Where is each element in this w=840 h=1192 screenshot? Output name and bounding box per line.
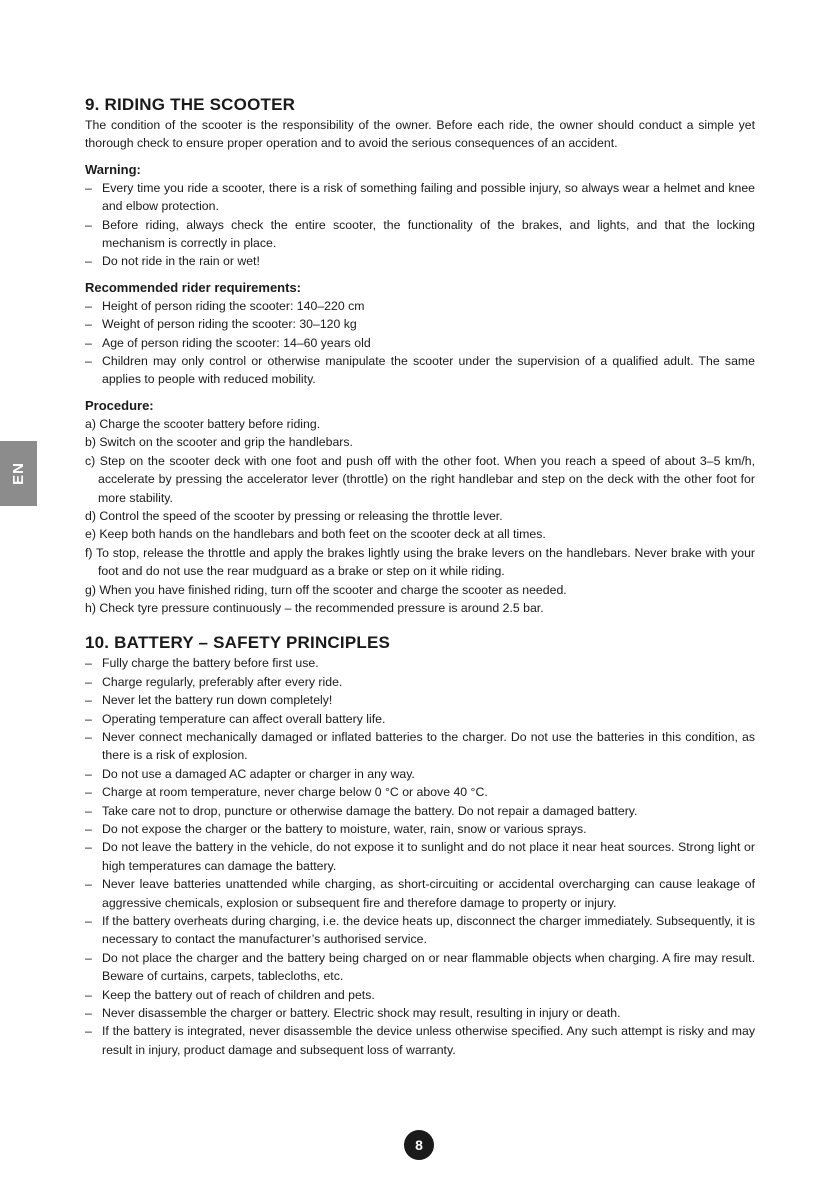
- dash-bullet: –: [85, 217, 92, 232]
- list-item: – Do not leave the battery in the vehicle, do not expose it to sunlight and do not place it near heat sources. Strong light or high temperatures can damage the battery.: [85, 840, 755, 873]
- procedure-list: [85, 415, 755, 617]
- list-item: – Never leave batteries unattended while charging, as short-circuiting or accidental overcharging can cause leakage of aggressive chemicals, explosion or subsequent fire and therefore damage to property or injury.: [85, 877, 755, 910]
- dash-bullet: –: [85, 180, 92, 195]
- list-item: f) To stop, release the throttle and apply the brakes lightly using the brake levers on the handlebars. Never brake with your foot and do not use the rear mudguard as a brake or step on it while riding.: [85, 545, 755, 579]
- dash-bullet: –: [85, 335, 92, 350]
- warning-list: [85, 179, 755, 271]
- list-item: – Do not place the charger and the battery being charged on or near flammable objects when charging. A fire may result. Beware of curtains, carpets, tablecloths, etc.: [85, 950, 755, 984]
- dash-bullet: –: [85, 1006, 92, 1021]
- list-item: – If the battery overheats during charging, i.e. the device heats up, disconnect the charger immediately. Subsequently, it is necessary to contact the manufacturer’s authorised service.: [85, 914, 755, 947]
- dash-bullet: –: [85, 803, 92, 818]
- language-tab-label: EN: [10, 462, 27, 485]
- dash-bullet: –: [85, 298, 92, 313]
- dash-bullet: –: [85, 656, 92, 671]
- dash-bullet: –: [85, 254, 92, 269]
- dash-bullet: –: [85, 914, 92, 929]
- list-item: – Children may only control or otherwise manipulate the scooter under the supervision of a qualified adult. The same applies to people with reduced mobility.: [85, 354, 755, 387]
- dash-bullet: –: [85, 1024, 92, 1039]
- page-number-badge: [404, 1130, 434, 1160]
- dash-bullet: –: [85, 354, 92, 369]
- list-item: – Charge regularly, preferably after every ride.: [85, 673, 755, 691]
- list-item: g) When you have finished riding, turn off the scooter and charge the scooter as needed.: [85, 582, 567, 597]
- section-9-intro: The condition of the scooter is the responsibility of the owner. Before each ride, the owner should conduct a simple yet thorough check to ensure proper operation and to avoid the serious consequences of an accident.: [85, 118, 755, 151]
- list-item: d) Control the speed of the scooter by pressing or releasing the throttle lever.: [85, 508, 503, 523]
- list-item: – Never disassemble the charger or battery. Electric shock may result, resulting in injury or death.: [85, 1004, 755, 1022]
- list-item: – Before riding, always check the entire scooter, the functionality of the brakes, and lights, and that the locking mechanism is correctly in place.: [85, 217, 755, 251]
- page-number: 8: [415, 1137, 423, 1153]
- list-item: – Height of person riding the scooter: 140–220 cm: [85, 297, 755, 315]
- dash-bullet: –: [85, 766, 92, 781]
- list-item: e) Keep both hands on the handlebars and both feet on the scooter deck at all times.: [85, 527, 546, 542]
- dash-bullet: –: [85, 840, 92, 855]
- list-item: – Charge at room temperature, never charge below 0 °C or above 40 °C.: [85, 783, 755, 801]
- section-9-title: 9. RIDING THE SCOOTER: [85, 95, 296, 114]
- dash-bullet: –: [85, 785, 92, 800]
- dash-bullet: –: [85, 711, 92, 726]
- list-item: – If the battery is integrated, never disassemble the device unless otherwise specified. Any such attempt is risky and may result in injury, product damage and subsequent loss of warranty.: [85, 1024, 755, 1057]
- list-item: – Never connect mechanically damaged or inflated batteries to the charger. Do not use the batteries in this condition, as there is a risk of explosion.: [85, 729, 755, 763]
- list-item: – Operating temperature can affect overall battery life.: [85, 710, 755, 728]
- list-item: – Every time you ride a scooter, there is a risk of something failing and possible injury, so always wear a helmet and knee and elbow protection.: [85, 180, 755, 214]
- dash-bullet: –: [85, 674, 92, 689]
- list-item: – Do not use a damaged AC adapter or charger in any way.: [85, 765, 755, 783]
- list-item: h) Check tyre pressure continuously – the recommended pressure is around 2.5 bar.: [85, 600, 544, 615]
- list-item: – Age of person riding the scooter: 14–60 years old: [85, 334, 755, 352]
- section-10-title: 10. BATTERY – SAFETY PRINCIPLES: [85, 633, 391, 653]
- dash-bullet: –: [85, 822, 92, 836]
- list-item: – Fully charge the battery before first use.: [85, 654, 755, 672]
- dash-bullet: –: [85, 693, 92, 708]
- list-item: – Do not ride in the rain or wet!: [85, 252, 755, 270]
- dash-bullet: –: [85, 877, 92, 892]
- battery-safety-list: [85, 654, 755, 1059]
- list-item: c) Step on the scooter deck with one foot and push off with the other foot. When you reach a speed of about 3–5 km/h, accelerate by pressing the accelerator lever (throttle) on the right handlebar and step on the deck with the other foot for more stability.: [85, 453, 755, 505]
- language-tab: [0, 441, 37, 506]
- procedure-heading: Procedure:: [85, 397, 154, 413]
- page-content: [85, 94, 755, 1059]
- dash-bullet: –: [85, 950, 92, 965]
- list-item: – Do not expose the charger or the battery to moisture, water, rain, snow or various sprays.: [85, 820, 755, 838]
- dash-bullet: –: [85, 729, 92, 744]
- warning-heading: Warning:: [85, 161, 141, 177]
- list-item: – Weight of person riding the scooter: 30–120 kg: [85, 315, 755, 333]
- requirements-list: [85, 297, 755, 389]
- dash-bullet: –: [85, 317, 92, 332]
- list-item: – Keep the battery out of reach of children and pets.: [85, 986, 755, 1004]
- list-item: – Take care not to drop, puncture or otherwise damage the battery. Do not repair a damaged battery.: [85, 802, 755, 820]
- dash-bullet: –: [85, 987, 92, 1002]
- list-item: – Never let the battery run down completely!: [85, 691, 755, 709]
- requirements-heading: Recommended rider requirements:: [85, 279, 302, 295]
- list-item: b) Switch on the scooter and grip the handlebars.: [85, 435, 353, 450]
- list-item: a) Charge the scooter battery before riding.: [85, 416, 321, 431]
